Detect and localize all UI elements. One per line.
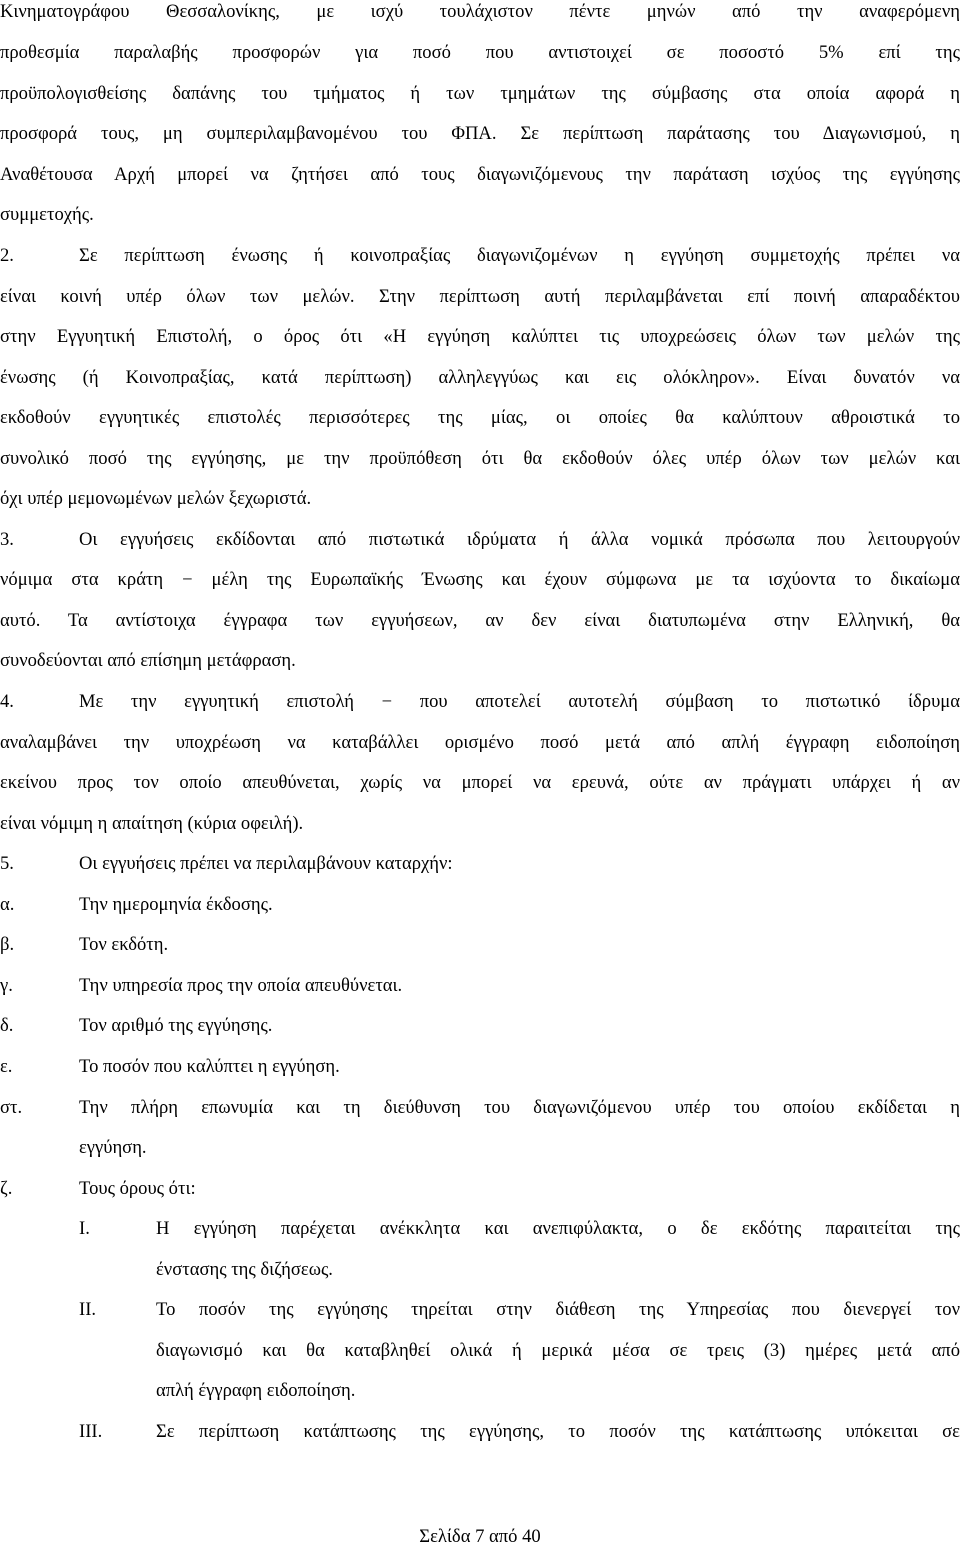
page-number-footer: Σελίδα 7 από 40 (419, 1526, 541, 1547)
paragraph-line: είναι κοινή υπέρ όλων των μελών. Στην περίπτωση αυτή περιλαμβάνεται επί ποινή απαραδέκτου (0, 286, 960, 307)
term-line: Το ποσόν της εγγύησης τηρείται στην διάθεση της Υπηρεσίας που διενεργεί τον (156, 1299, 960, 1320)
paragraph-line: συνολικό ποσό της εγγύησης, με την προϋπόθεση ότι θα εκδοθούν όλες υπέρ όλων των μελών και (0, 448, 960, 469)
list-item: Την πλήρη επωνυμία και τη διεύθυνση του διαγωνιζόμενου υπέρ του οποίου εκδίδεται η (79, 1097, 960, 1118)
paragraph-line: αυτό. Τα αντίστοιχα έγγραφα των εγγυήσεων, αν δεν είναι διατυπωμένα στην Ελληνική, θα (0, 610, 960, 631)
term-line: διαγωνισμό και θα καταβληθεί ολικά ή μερικά μέσα σε τρεις (3) ημέρες μετά από (156, 1340, 960, 1361)
paragraph-line: εκείνου προς τον οποίο απευθύνεται, χωρίς να μπορεί να ερευνά, ούτε αν πράγματι υπάρχει ή αν (0, 772, 960, 793)
term-line: Η εγγύηση παρέχεται ανέκκλητα και ανεπιφύλακτα, ο δε εκδότης παραιτείται της (156, 1218, 960, 1239)
list-item: Τον εκδότη. (79, 934, 169, 955)
paragraph-line: προσφορά τους, μη συμπεριλαμβανομένου του ΦΠΑ. Σε περίπτωση παράτασης του Διαγωνισμού, η (0, 123, 960, 144)
paragraph-line: Αναθέτουσα Αρχή μπορεί να ζητήσει από τους διαγωνιζόμενους την παράταση ισχύος της εγγύησης (0, 164, 960, 185)
section-first-line: Με την εγγυητική επιστολή − που αποτελεί αυτοτελή σύμβαση το πιστωτικό ίδρυμα (79, 691, 960, 712)
list-item: Την υπηρεσία προς την οποία απευθύνεται. (79, 975, 403, 996)
list-label: ε. (0, 1056, 13, 1077)
paragraph-line: όχι υπέρ μεμονωμένων μελών ξεχωριστά. (0, 488, 312, 509)
list-item: Την ημερομηνία έκδοσης. (79, 894, 273, 915)
section-number: 2. (0, 245, 14, 266)
list-label: γ. (0, 975, 13, 996)
section-first-line: Οι εγγυήσεις εκδίδονται από πιστωτικά ιδρύματα ή άλλα νομικά πρόσωπα που λειτουργούν (79, 529, 960, 550)
list-label: α. (0, 894, 15, 915)
section-number: 5. (0, 853, 14, 874)
section-first-line: Σε περίπτωση ένωσης ή κοινοπραξίας διαγωνιζομένων η εγγύηση συμμετοχής πρέπει να (79, 245, 960, 266)
paragraph-line: νόμιμα στα κράτη − μέλη της Ευρωπαϊκής Ένωσης και έχουν σύμφωνα με τα ισχύοντα το δικαίωμα (0, 569, 960, 590)
list-label: δ. (0, 1015, 14, 1036)
list-item: Το ποσόν που καλύπτει η εγγύηση. (79, 1056, 340, 1077)
term-label: I. (79, 1218, 90, 1239)
list-label: β. (0, 934, 15, 955)
paragraph-line: συνοδεύονται από επίσημη μετάφραση. (0, 650, 296, 671)
list-item: Τον αριθμό της εγγύησης. (79, 1015, 273, 1036)
paragraph-line: ένωσης (ή Κοινοπραξίας, κατά περίπτωση) αλληλεγγύως και εις ολόκληρον». Είναι δυνατόν να (0, 367, 960, 388)
paragraph-line: προθεσμία παραλαβής προσφορών για ποσό που αντιστοιχεί σε ποσοστό 5% επί της (0, 42, 960, 63)
section-first-line: Οι εγγυήσεις πρέπει να περιλαμβάνουν καταρχήν: (79, 853, 453, 874)
paragraph-line: προϋπολογισθείσης δαπάνης του τμήματος ή των τμημάτων της σύμβασης στα οποία αφορά η (0, 83, 960, 104)
term-line: απλή έγγραφη ειδοποίηση. (156, 1380, 356, 1401)
paragraph-line: εκδοθούν εγγυητικές επιστολές περισσότερες της μίας, οι οποίες θα καλύπτουν αθροιστικά το (0, 407, 960, 428)
term-line: ένστασης της διζήσεως. (156, 1259, 333, 1280)
paragraph-line: είναι νόμιμη η απαίτηση (κύρια οφειλή). (0, 813, 304, 834)
paragraph-line: στην Εγγυητική Επιστολή, ο όρος ότι «Η εγγύηση καλύπτει τις υποχρεώσεις όλων των μελών της (0, 326, 960, 347)
section-number: 3. (0, 529, 14, 550)
list-label: στ. (0, 1097, 23, 1118)
section-number: 4. (0, 691, 14, 712)
term-label: II. (79, 1299, 97, 1320)
term-line: Σε περίπτωση κατάπτωσης της εγγύησης, το ποσόν της κατάπτωσης υπόκειται σε (156, 1421, 960, 1442)
term-label: III. (79, 1421, 103, 1442)
list-item: Τους όρους ότι: (79, 1178, 196, 1199)
paragraph-line: συμμετοχής. (0, 204, 94, 225)
list-label: ζ. (0, 1178, 13, 1199)
paragraph-line: αναλαμβάνει την υποχρέωση να καταβάλλει ορισμένο ποσό μετά από απλή έγγραφη ειδοποίηση (0, 732, 960, 753)
list-item-continuation: εγγύηση. (79, 1137, 147, 1158)
paragraph-line: Κινηματογράφου Θεσσαλονίκης, με ισχύ τουλάχιστον πέντε μηνών από την αναφερόμενη (0, 1, 960, 22)
